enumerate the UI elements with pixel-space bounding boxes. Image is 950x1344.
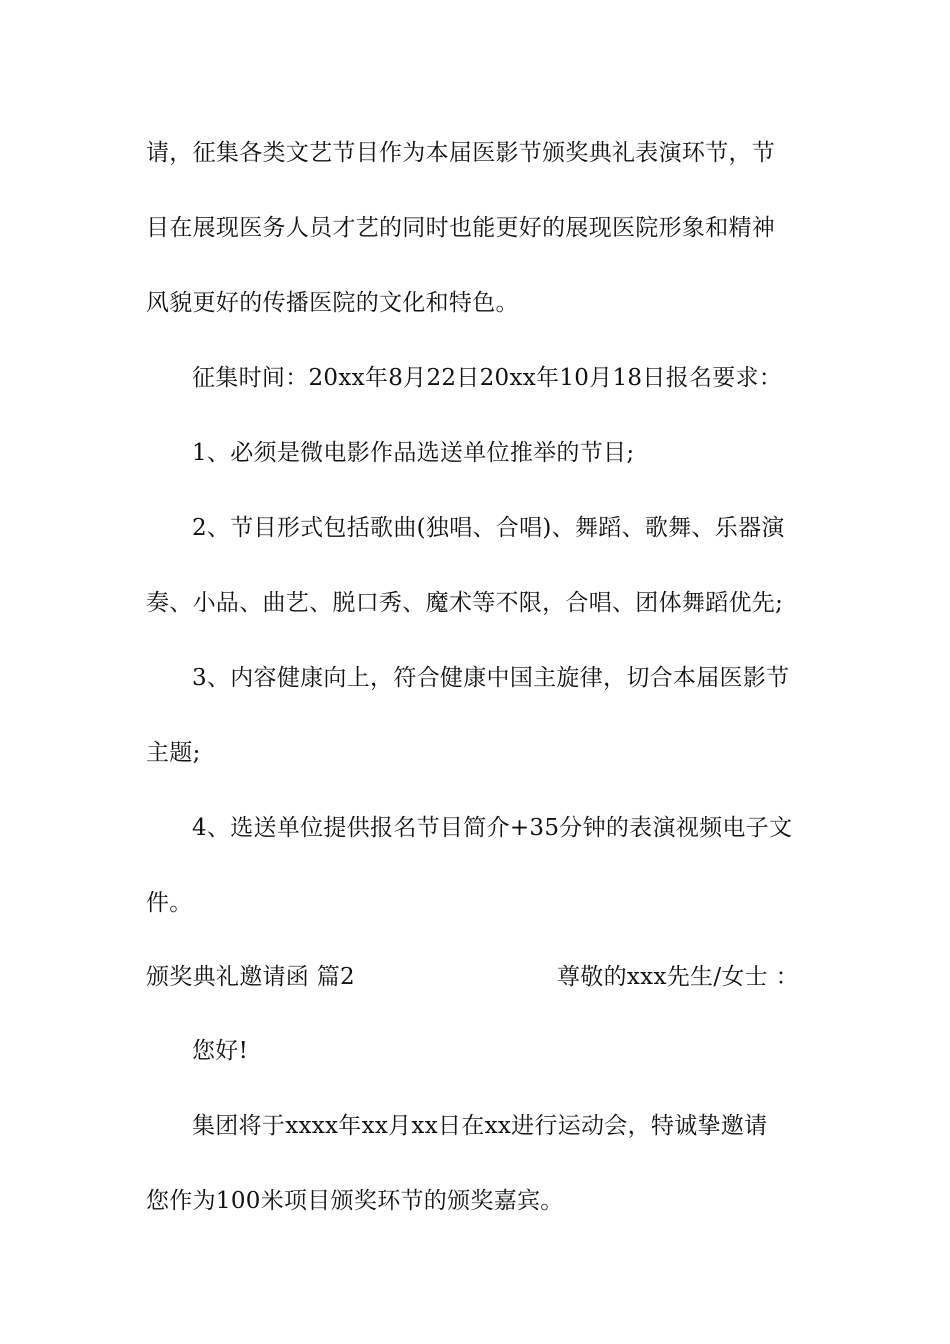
requirement-item-2-cont: 奏、小品、曲艺、脱口秀、魔术等不限，合唱、团体舞蹈优先;: [146, 590, 784, 616]
requirement-item-3-cont: 主题;: [146, 740, 201, 766]
paragraph-line: 风貌更好的传播医院的文化和特色。: [146, 290, 519, 316]
section-title: 颁奖典礼邀请函 篇2: [146, 964, 355, 990]
collection-time-line: 征集时间：20xx年8月22日20xx年10月18日报名要求：: [192, 365, 783, 391]
requirement-item-4-cont: 件。: [146, 890, 193, 916]
requirement-item-1: 1、必须是微电影作品选送单位推举的节目;: [192, 440, 635, 466]
requirement-item-3: 3、内容健康向上，符合健康中国主旋律，切合本届医影节: [192, 665, 790, 691]
section-heading: [146, 962, 846, 992]
greeting: 您好!: [192, 1038, 249, 1064]
body-line: 集团将于xxxx年xx月xx日在xx进行运动会，特诚挚邀请: [192, 1113, 768, 1139]
body-line: 您作为100米项目颁奖环节的颁奖嘉宾。: [146, 1188, 564, 1214]
salutation: 尊敬的xxx先生/女士 ：: [557, 964, 799, 990]
paragraph-line: 目在展现医务人员才艺的同时也能更好的展现医院形象和精神: [146, 215, 776, 241]
requirement-item-4: 4、选送单位提供报名节目简介+35分钟的表演视频电子文: [192, 815, 793, 841]
paragraph-line: 请，征集各类文艺节目作为本届医影节颁奖典礼表演环节，节: [146, 140, 776, 166]
requirement-item-2: 2、节目形式包括歌曲(独唱、合唱)、舞蹈、歌舞、乐器演: [192, 515, 785, 541]
